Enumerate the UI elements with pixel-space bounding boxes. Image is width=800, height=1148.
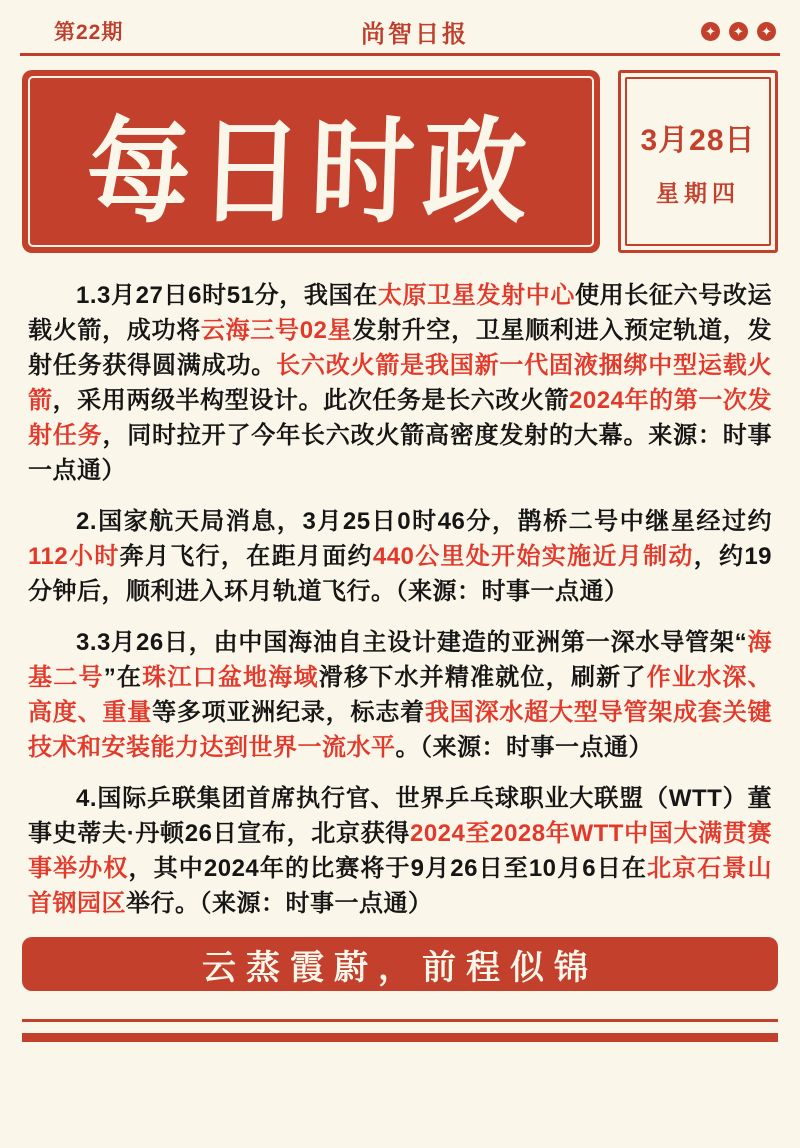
highlight-text: 2024年的第一次发射任务 xyxy=(28,387,773,449)
slogan-text: 云蒸霞蔚，前程似锦 xyxy=(202,948,598,987)
body-text: 1.3月27日6时51分，我国在 xyxy=(76,282,378,309)
slogan-banner xyxy=(22,937,778,991)
body-text: ”在 xyxy=(103,664,143,691)
highlight-text: 作业水深、高度、重量 xyxy=(28,664,773,726)
date-label: 3月28日 xyxy=(640,124,756,157)
body-text: 使用长征六号改运载火箭，成功将 xyxy=(28,282,773,344)
coin-icon: ✦ xyxy=(729,22,748,41)
highlight-text: 我国深水超大型导管架成套关键技术和安装能力达到世界一流水平 xyxy=(28,699,773,761)
date-box xyxy=(618,70,778,253)
body-text: 奔月飞行，在距月面约 xyxy=(119,543,373,570)
highlight-text: 长六改火箭是我国新一代固液捆绑中型运载火箭 xyxy=(28,352,773,414)
highlight-text: 440公里处开始实施近月制动 xyxy=(372,543,694,570)
article-item xyxy=(28,504,772,609)
highlight-text: 112小时 xyxy=(28,543,120,570)
body-text: ，其中2024年的比赛将于9月26日至10月6日在 xyxy=(128,855,648,882)
highlight-text: 珠江口盆地海域 xyxy=(142,664,319,691)
body-text: ，采用两级半构型设计。此次任务是长六改火箭 xyxy=(52,387,570,414)
article-item xyxy=(28,625,772,765)
title-banner xyxy=(22,70,600,253)
hero-section xyxy=(22,70,778,253)
body-text: ，约19分钟后，顺利进入环月轨道飞行。（来源：时事一点通） xyxy=(28,543,773,605)
articles-list xyxy=(28,278,772,921)
masthead-title: 尚智日报 xyxy=(361,20,469,48)
highlight-text: 海基二号 xyxy=(28,629,772,691)
body-text: 等多项亚洲纪录，标志着 xyxy=(152,699,425,726)
body-text: 滑移下水并精准就位，刷新了 xyxy=(318,664,647,691)
footer-thin-divider xyxy=(22,1019,778,1022)
page-title: 每日时政 xyxy=(84,108,537,237)
highlight-text: 太原卫星发射中心 xyxy=(377,282,575,309)
coin-icons-group xyxy=(701,22,776,41)
article-item xyxy=(28,278,772,488)
body-text: 举行。（来源：时事一点通） xyxy=(126,890,433,917)
body-text: 。（来源：时事一点通） xyxy=(395,734,653,761)
body-text: 4.国际乒联集团首席执行官、世界乒乓球职业大联盟（WTT）董事史蒂夫·丹顿26日宣布，北京获得 xyxy=(28,785,772,847)
highlight-text: 云海三号02星 xyxy=(200,317,353,344)
weekday-label: 星期四 xyxy=(656,180,740,206)
footer-thick-divider xyxy=(22,1033,778,1042)
coin-icon: ✦ xyxy=(757,22,776,41)
header-divider xyxy=(20,53,780,56)
body-text: 3.3月26日，由中国海油自主设计建造的亚洲第一深水导管架“ xyxy=(76,629,748,656)
header xyxy=(54,16,776,46)
coin-icon: ✦ xyxy=(701,22,720,41)
highlight-text: 北京石景山首钢园区 xyxy=(28,855,773,917)
highlight-text: 2024至2028年WTT中国大满贯赛事举办权 xyxy=(28,820,772,882)
article-item xyxy=(28,781,772,921)
body-text: ，同时拉开了今年长六改火箭高密度发射的大幕。来源：时事一点通） xyxy=(28,422,773,484)
body-text: 2.国家航天局消息，3月25日0时46分，鹊桥二号中继星经过约 xyxy=(76,508,772,535)
issue-number: 第22期 xyxy=(54,21,124,44)
body-text: 发射升空，卫星顺利进入预定轨道，发射任务获得圆满成功。 xyxy=(28,317,773,379)
